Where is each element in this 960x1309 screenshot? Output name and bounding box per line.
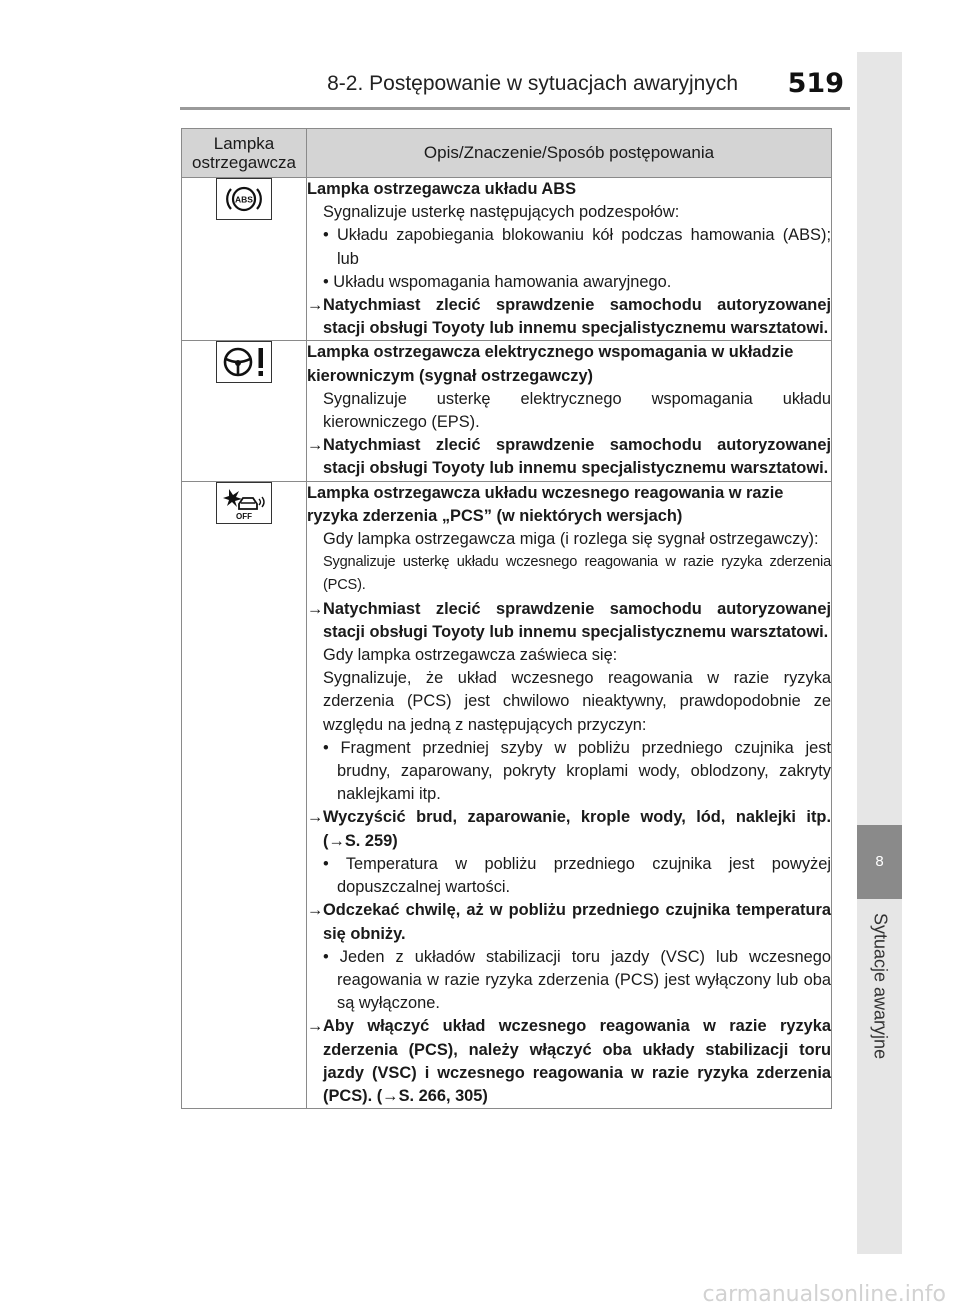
- pcs-off-icon: [216, 482, 272, 524]
- description-cell: [307, 481, 832, 1108]
- bullet-item: • Temperatura w pobliżu przedniego czujnika jest powyżej dopuszczalnej wartości.: [323, 854, 831, 897]
- header-rule: [180, 107, 850, 110]
- arrow-icon: →: [307, 1017, 324, 1036]
- description-text: Sygnalizuje usterkę następujących podzespołów:: [323, 203, 680, 222]
- footer-watermark: carmanualsonline.info: [702, 1282, 946, 1307]
- icon-cell: [182, 178, 307, 341]
- bullet-item: • Układu zapobiegania blokowaniu kół podczas hamowania (ABS); lub: [323, 226, 831, 268]
- action-text: Odczekać chwilę, aż w pobliżu przedniego czujnika temperatura się obniży.: [323, 901, 831, 943]
- bullet-item: • Fragment przedniej szyby w pobliżu przedniego czujnika jest brudny, zaparowany, pokryty kroplami wody, oblodzony, zakryty naklejkami itp.: [323, 738, 831, 804]
- action-instruction: [307, 806, 831, 852]
- section-title: 8-2. Postępowanie w sytuacjach awaryjnych: [327, 72, 738, 95]
- table-row: [182, 341, 832, 481]
- description-text: Sygnalizuje usterkę elektrycznego wspomagania układu kierowniczego (EPS).: [323, 389, 831, 432]
- table-header-row: [182, 129, 832, 178]
- column-header-icon: Lampka ostrzegawcza: [182, 129, 307, 178]
- description-text: Sygnalizuje, że układ wczesnego reagowania w razie ryzyka zderzenia (PCS) jest chwilowo nieaktywny, prawdopodobnie ze względu na jedną z następujących przyczyn:: [323, 669, 831, 734]
- page-number: 519: [787, 68, 844, 99]
- arrow-icon: →: [307, 436, 324, 455]
- icon-cell: [182, 341, 307, 481]
- description-cell: [307, 341, 832, 481]
- eps-steering-warning-icon: [216, 341, 272, 383]
- abs-warning-icon: [216, 178, 272, 220]
- action-text: Aby włączyć układ wczesnego reagowania w razie ryzyka zderzenia (PCS), należy włączyć oba układy stabilizacji toru jazdy (VSC) i wczesnego reagowania w razie ryzyka zderzenia (PCS). (→S. 266, 305): [323, 1017, 831, 1105]
- action-instruction: [307, 294, 831, 340]
- chapter-label: Sytuacje awaryjne: [870, 913, 890, 1060]
- page-header: [0, 68, 850, 106]
- arrow-icon: →: [307, 808, 324, 827]
- side-tab-background: [857, 52, 902, 825]
- table-row: [182, 178, 832, 341]
- description-text: Gdy lampka ostrzegawcza miga (i rozlega się sygnał ostrzegawczy):: [323, 530, 819, 549]
- arrow-icon: →: [307, 599, 324, 618]
- table-row: [182, 481, 832, 1108]
- description-cell: [307, 178, 832, 341]
- warning-title: Lampka ostrzegawcza układu ABS: [307, 180, 577, 198]
- action-instruction: [307, 434, 831, 480]
- bullet-item: • Układu wspomagania hamowania awaryjnego.: [323, 272, 672, 291]
- description-text: Sygnalizuje usterkę układu wczesnego reagowania w razie ryzyka zderzenia (PCS).: [323, 554, 831, 594]
- svg-text:OFF: OFF: [236, 511, 252, 521]
- action-instruction: [307, 899, 831, 945]
- action-text: Natychmiast zlecić sprawdzenie samochodu autoryzowanej stacji obsługi Toyoty lub innemu specjalistycznemu warsztatowi.: [323, 599, 831, 641]
- description-text: Gdy lampka ostrzegawcza zaświeca się:: [323, 646, 618, 665]
- action-text: Natychmiast zlecić sprawdzenie samochodu autoryzowanej stacji obsługi Toyoty lub innemu specjalistycznemu warsztatowi.: [323, 296, 831, 338]
- warning-title: Lampka ostrzegawcza układu wczesnego reagowania w razie ryzyka zderzenia „PCS” (w niektórych wersjach): [307, 483, 784, 525]
- bullet-item: • Jeden z układów stabilizacji toru jazdy (VSC) lub wczesnego reagowania w razie ryzyka zderzenia (PCS) jest wyłączony lub oba są wyłączone.: [323, 947, 831, 1013]
- action-instruction: [307, 1015, 831, 1108]
- warning-lights-table: [181, 128, 832, 1109]
- chapter-label-tab[interactable]: [857, 899, 902, 1254]
- column-header-description: Opis/Znaczenie/Sposób postępowania: [307, 129, 832, 178]
- svg-text:ABS: ABS: [235, 194, 253, 205]
- action-instruction: [307, 598, 831, 644]
- action-text: Natychmiast zlecić sprawdzenie samochodu autoryzowanej stacji obsługi Toyoty lub innemu specjalistycznemu warsztatowi.: [323, 436, 831, 478]
- action-text: Wyczyścić brud, zaparowanie, krople wody, lód, naklejki itp. (→S. 259): [323, 808, 831, 850]
- icon-cell: [182, 481, 307, 1108]
- arrow-icon: →: [307, 901, 324, 920]
- warning-title: Lampka ostrzegawcza elektrycznego wspomagania w układzie kierowniczym (sygnał ostrzegawczy): [307, 343, 794, 385]
- arrow-icon: →: [307, 296, 324, 315]
- chapter-number-tab[interactable]: 8: [857, 825, 902, 899]
